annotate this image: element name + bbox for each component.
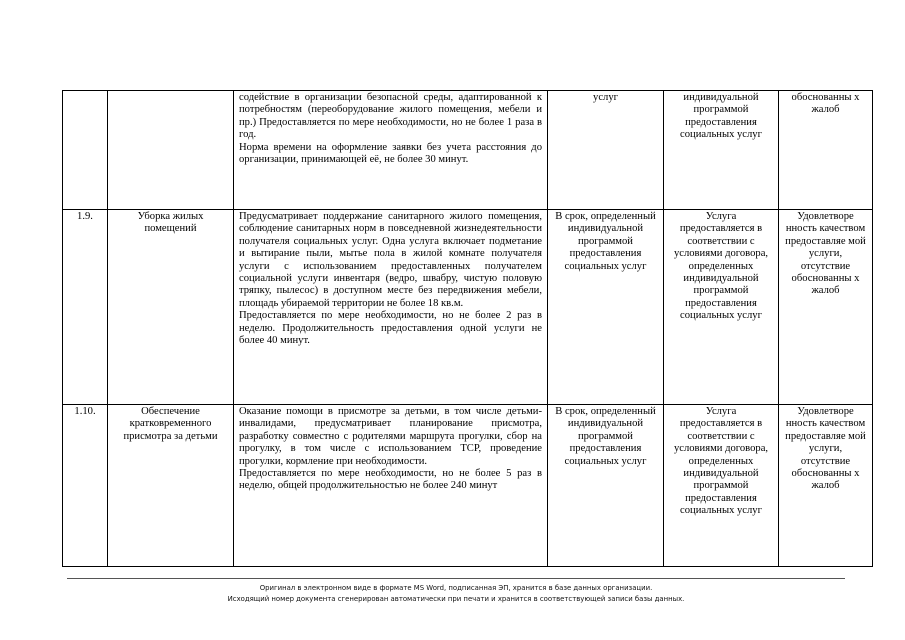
footer-line-2: Исходящий номер документа сгенерирован автоматически при печати и хранится в соответствующей записи базы данных. xyxy=(227,595,685,603)
service-name xyxy=(108,91,234,210)
services-table xyxy=(62,90,873,567)
service-evaluation: обоснованны х жалоб xyxy=(779,91,873,210)
table-row xyxy=(63,210,873,405)
service-description xyxy=(234,91,548,210)
description-paragraph: Оказание помощи в присмотре за детьми, в том числе детьми-инвалидами, предусматривает планирование присмотра, разработку совместно с родителями маршрута прогулки, сбор на прогулку, в том числе с использованием ТСР, проведение прогулки, кормление при необходимости. xyxy=(239,406,542,467)
table-row xyxy=(63,405,873,567)
service-conditions: индивидуальной программой предоставления социальных услуг xyxy=(664,91,779,210)
service-conditions: Услуга предоставляется в соответствии с условиями договора, определенных индивидуальной программой предоставления социальных услуг xyxy=(664,210,779,405)
service-evaluation: Удовлетворе нность качеством предоставляе мой услуги, отсутствие обоснованны х жалоб xyxy=(779,405,873,567)
service-term: В срок, определенный индивидуальной программой предоставления социальных услуг xyxy=(548,210,664,405)
description-paragraph: Норма времени на оформление заявки без учета расстояния до организации, принимающей её, не более 30 минут. xyxy=(239,141,542,166)
footer-divider xyxy=(67,578,845,579)
row-number xyxy=(63,91,108,210)
table-row xyxy=(63,91,873,210)
service-description xyxy=(234,405,548,567)
service-evaluation: Удовлетворе нность качеством предоставляе мой услуги, отсутствие обоснованны х жалоб xyxy=(779,210,873,405)
service-conditions: Услуга предоставляется в соответствии с условиями договора, определенных индивидуальной программой предоставления социальных услуг xyxy=(664,405,779,567)
service-name: Обеспечение кратковременного присмотра за детьми xyxy=(108,405,234,567)
description-paragraph: Предусматривает поддержание санитарного жилого помещения, соблюдение санитарных норм в повседневной жизнедеятельности получателя социальных услуг. Одна услуга включает подметание и вытирание пыли, мытье пола в жилой комнате получателя услуги с использованием предоставленных получателем социальной услуги инвентаря (ведро, швабру, чистую половую тряпку, пылесос) в доступном месте без передвижения мебели, площадь убираемой территории не более 18 кв.м. xyxy=(239,211,542,309)
row-number: 1.10. xyxy=(63,405,108,567)
description-paragraph: содействие в организации безопасной среды, адаптированной к потребностям (переоборудование жилого помещения, мебели и пр.) Предоставляется по мере необходимости, но не более 1 раза в год. xyxy=(239,92,542,141)
service-description xyxy=(234,210,548,405)
service-name: Уборка жилых помещений xyxy=(108,210,234,405)
description-paragraph: Предоставляется по мере необходимости, но не более 2 раз в неделю. Продолжительность предоставления одной услуги не более 40 минут. xyxy=(239,310,542,347)
service-term: В срок, определенный индивидуальной программой предоставления социальных услуг xyxy=(548,405,664,567)
row-number: 1.9. xyxy=(63,210,108,405)
footer-line-1: Оригинал в электронном виде в формате MS Word, подписанная ЭП, хранится в базе данных организации. xyxy=(259,584,653,592)
document-footer xyxy=(62,583,850,605)
description-paragraph: Предоставляется по мере необходимости, но не более 5 раз в неделю, общей продолжительностью не более 240 минут xyxy=(239,468,542,492)
service-term: услуг xyxy=(548,91,664,210)
